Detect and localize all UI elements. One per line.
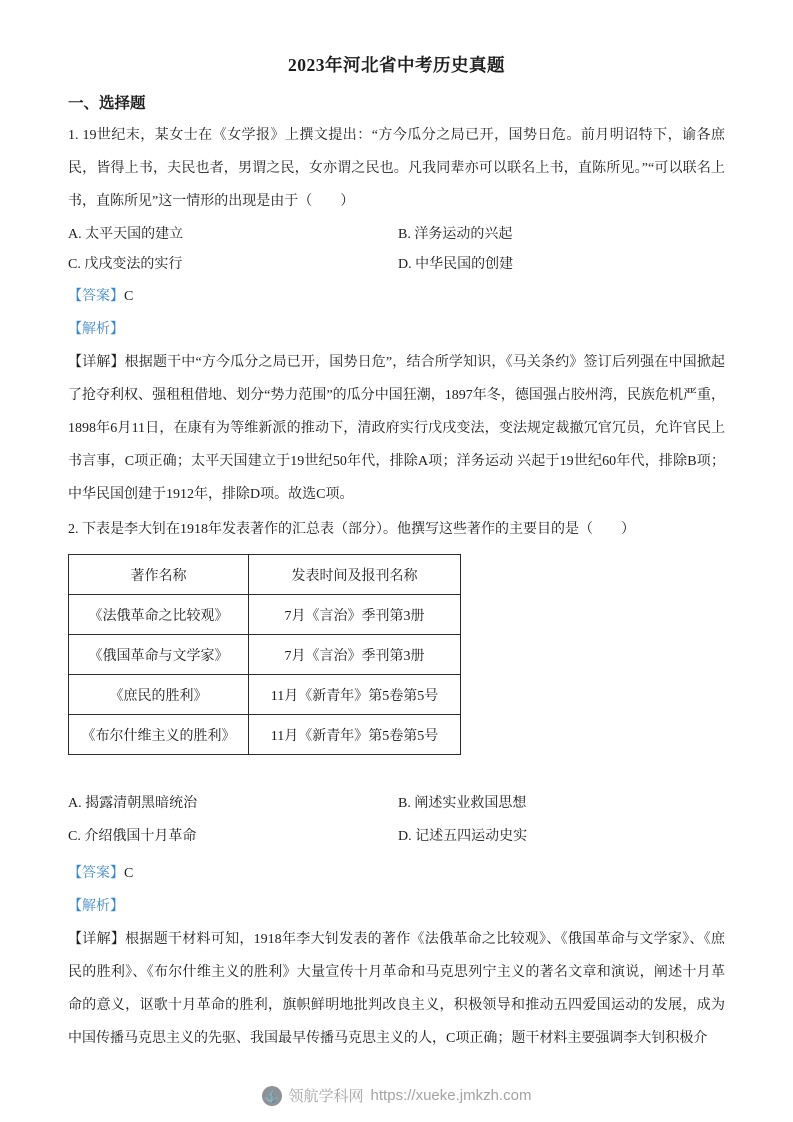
question-2-option-d: D. 记述五四运动史实 bbox=[398, 829, 528, 844]
table-cell-publication: 11月《新青年》第5卷第5号 bbox=[249, 675, 461, 715]
table-cell-publication: 11月《新青年》第5卷第5号 bbox=[249, 715, 461, 755]
table-row bbox=[69, 715, 461, 755]
answer-label: 【答案】 bbox=[68, 289, 124, 304]
answer-label: 【答案】 bbox=[68, 866, 124, 881]
table-cell-work: 《法俄革命之比较观》 bbox=[69, 595, 249, 635]
table-row bbox=[69, 635, 461, 675]
table-row bbox=[69, 675, 461, 715]
question-2-stem: 2. 下表是李大钊在1918年发表著作的汇总表（部分）。他撰写这些著作的主要目的是（ ） bbox=[68, 522, 635, 537]
question-1-answer bbox=[68, 280, 725, 313]
answer-value: C bbox=[124, 289, 134, 304]
table-row bbox=[69, 595, 461, 635]
footer-site-url: https://xueke.jmkzh.com bbox=[370, 1087, 532, 1104]
question-2-option-c: C. 介绍俄国十月革命 bbox=[68, 829, 197, 844]
question-1-option-a: A. 太平天国的建立 bbox=[68, 227, 184, 242]
question-1-option-d: D. 中华民国的创建 bbox=[398, 257, 514, 272]
answer-value: C bbox=[124, 866, 134, 881]
table-cell-publication: 7月《言治》季刊第3册 bbox=[249, 635, 461, 675]
table-cell-work: 《庶民的胜利》 bbox=[69, 675, 249, 715]
footer-site-name: 领航学科网 bbox=[288, 1088, 364, 1105]
question-1-options bbox=[68, 220, 725, 280]
table-cell-publication: 7月《言治》季刊第3册 bbox=[249, 595, 461, 635]
page-title: 2023年河北省中考历史真题 bbox=[288, 55, 505, 75]
question-1-explanation: 【详解】根据题干中“方今瓜分之局已开，国势日危”，结合所学知识，《马关条约》签订后列强在中国掀起了抢夺利权、强租租借地、划分“势力范围”的瓜分中国狂潮，1897年冬，德国强占胶州湾，民族危机严重，1898年6月11日，在康有为等维新派的推动下，清政府实行戊戌变法，变法规定裁撤冗官冗员，允许官民上书言事，C项正确；太平天国建立于19世纪50年代，排除A项；洋务运动 兴起于19世纪60年代，排除B项；中华民国创建于1912年，排除D项。故选C项。 bbox=[68, 355, 725, 502]
question-2-analysis-label bbox=[68, 890, 725, 923]
table-header-row bbox=[69, 555, 461, 595]
page-footer bbox=[0, 1085, 793, 1106]
question-2-options bbox=[68, 787, 725, 853]
question-1-option-b: B. 洋务运动的兴起 bbox=[398, 227, 513, 242]
question-1-option-c: C. 戊戌变法的实行 bbox=[68, 257, 183, 272]
table-cell-work: 《布尔什维主义的胜利》 bbox=[69, 715, 249, 755]
table-header-work: 著作名称 bbox=[69, 555, 249, 595]
question-2-explanation: 【详解】根据题干材料可知，1918年李大钊发表的著作《法俄革命之比较观》、《俄国革命与文学家》、《庶民的胜利》、《布尔什维主义的胜利》大量宣传十月革命和马克思列宁主义的著名文章和演说，阐述十月革命的意义，讴歌十月革命的胜利，旗帜鲜明地批判改良主义，积极领导和推动五四爱国运动的发展，成为中国传播马克思主义的先驱、我国最早传播马克思主义的人，C项正确；题干材料主要强调李大钊积极介 bbox=[68, 932, 725, 1046]
table-cell-work: 《俄国革命与文学家》 bbox=[69, 635, 249, 675]
publications-table bbox=[68, 554, 461, 755]
question-1-stem: 1. 19世纪末，某女士在《女学报》上撰文提出：“方今瓜分之局已开，国势日危。前月明诏特下，谕各庶民，皆得上书，夫民也者，男谓之民，女亦谓之民也。凡我同辈亦可以联名上书，直陈所见。”“可以联名上书，直陈所见”这一情形的出现是由于（ ） bbox=[68, 128, 725, 209]
question-2-answer bbox=[68, 857, 725, 890]
question-2-option-b: B. 阐述实业救国思想 bbox=[398, 796, 527, 811]
section-heading: 一、选择题 bbox=[68, 95, 146, 112]
question-2-option-a: A. 揭露清朝黑暗统治 bbox=[68, 796, 198, 811]
analysis-label: 【解析】 bbox=[68, 899, 124, 914]
table-header-publication: 发表时间及报刊名称 bbox=[249, 555, 461, 595]
question-1-analysis-label bbox=[68, 313, 725, 346]
analysis-label: 【解析】 bbox=[68, 322, 124, 337]
site-logo-icon: ⚓ bbox=[262, 1086, 282, 1106]
